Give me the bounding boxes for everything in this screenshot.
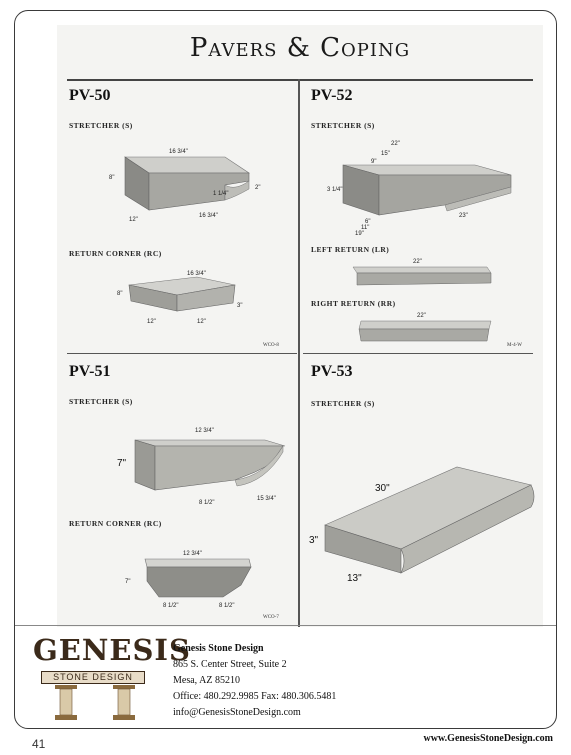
pv52-right-drawing: [357, 309, 507, 345]
pv52-s-dim-2: 9": [371, 159, 377, 165]
pv50-s-dim-1: 8": [109, 175, 115, 181]
pv52-s-dim-7: 23": [459, 213, 468, 219]
pv50-return-drawing: [117, 271, 277, 331]
pv50-rc-dim-0: 16 3/4": [187, 271, 206, 277]
catalog-sheet: [57, 25, 543, 627]
pv52-left-drawing: [353, 255, 503, 291]
pv51-return-label: RETURN CORNER (RC): [69, 519, 162, 528]
pv51-s-dim-1: 7": [117, 458, 127, 469]
pv52-lr-dim: 22": [413, 259, 422, 265]
row-divider-left: [67, 353, 297, 354]
company-name: Genesis Stone Design: [173, 643, 264, 654]
company-address-2: Mesa, AZ 85210: [173, 675, 240, 686]
pv51-code: PV-51: [69, 363, 111, 380]
pv51-stretcher-label: STRETCHER (S): [69, 397, 133, 406]
pv53-dim-0: 30": [375, 483, 390, 494]
pv50-rc-dim-2: 3": [237, 303, 243, 309]
pv52-left-label: LEFT RETURN (LR): [311, 245, 390, 254]
pv50-stretcher-label: STRETCHER (S): [69, 121, 133, 130]
pv51-rc-dim-1: 7": [125, 579, 131, 585]
pv50-ref: WCO-8: [263, 343, 279, 348]
row-divider-right: [303, 353, 533, 354]
logo-word: GENESIS: [33, 633, 191, 667]
page-number: 41: [32, 737, 46, 751]
logo-sub: STONE DESIGN: [41, 671, 145, 684]
pv52-rr-dim: 22": [417, 313, 426, 319]
pv52-s-dim-6: 19": [355, 231, 364, 237]
genesis-logo: [33, 633, 191, 723]
pv51-s-dim-3: 15 3/4": [257, 496, 276, 502]
pv53-dim-1: 3": [309, 535, 319, 546]
pv51-stretcher-drawing: [115, 420, 285, 510]
pv50-s-dim-0: 16 3/4": [169, 149, 188, 155]
pv50-s-dim-2: 1 1/4": [213, 191, 229, 197]
pv50-s-dim-3: 2": [255, 185, 261, 191]
pv50-rc-dim-1: 8": [117, 291, 123, 297]
company-contact: [173, 641, 336, 721]
pv51-rc-dim-0: 12 3/4": [183, 551, 202, 557]
page-frame: [14, 10, 557, 729]
pv52-s-dim-1: 15": [381, 151, 390, 157]
website-link[interactable]: www.GenesisStoneDesign.com: [423, 733, 553, 744]
pv52-ref: M-4-W: [507, 343, 522, 348]
pv52-right-label: RIGHT RETURN (RR): [311, 299, 396, 308]
pv51-rc-dim-2: 8 1/2": [163, 603, 179, 609]
pv52-s-dim-3: 3 1/4": [327, 187, 343, 193]
pv50-rc-dim-4: 12": [197, 319, 206, 325]
title-rule: [67, 79, 533, 81]
company-address-1: 865 S. Center Street, Suite 2: [173, 659, 287, 670]
pv51-s-dim-0: 12 3/4": [195, 428, 214, 434]
column-divider: [298, 79, 300, 627]
pv50-return-label: RETURN CORNER (RC): [69, 249, 162, 258]
footer-rule: [15, 625, 556, 626]
pv52-s-dim-4: 6": [365, 219, 371, 225]
column-icon: [55, 685, 135, 721]
pv52-s-dim-0: 22": [391, 141, 400, 147]
pv53-stretcher-drawing: [307, 455, 537, 605]
pv51-rc-dim-3: 8 1/2": [219, 603, 235, 609]
pv53-stretcher-label: STRETCHER (S): [311, 399, 375, 408]
pv52-stretcher-label: STRETCHER (S): [311, 121, 375, 130]
pv50-stretcher-drawing: [107, 145, 267, 225]
pv52-s-dim-5: 11": [361, 225, 370, 231]
pv53-dim-2: 13": [347, 573, 362, 584]
company-email[interactable]: info@GenesisStoneDesign.com: [173, 707, 301, 718]
pv52-code: PV-52: [311, 87, 353, 104]
pv51-ref: WCO-7: [263, 615, 279, 620]
pv53-code: PV-53: [311, 363, 353, 380]
pv52-stretcher-drawing: [325, 135, 535, 235]
page-title: Pavers & Coping: [189, 33, 411, 63]
pv50-rc-dim-3: 12": [147, 319, 156, 325]
pv51-return-drawing: [123, 545, 273, 615]
pv51-s-dim-2: 8 1/2": [199, 500, 215, 506]
pv50-code: PV-50: [69, 87, 111, 104]
pv50-s-dim-5: 16 3/4": [199, 213, 218, 219]
pv50-s-dim-4: 12": [129, 217, 138, 223]
company-phones: Office: 480.292.9985 Fax: 480.306.5481: [173, 691, 337, 702]
